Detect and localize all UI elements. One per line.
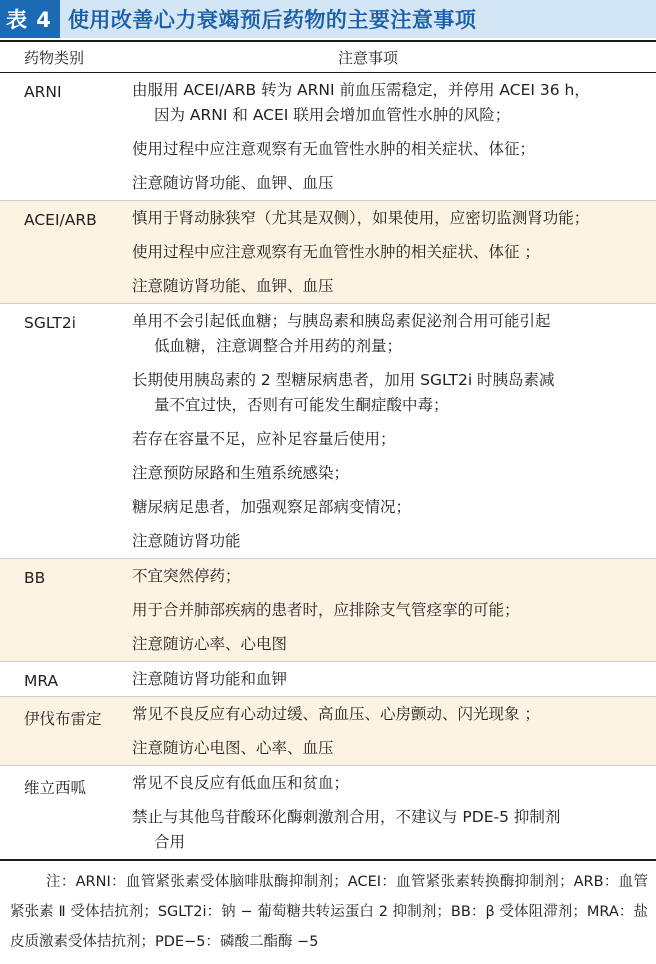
- precautions-cell: [120, 766, 656, 859]
- table-row: [0, 73, 656, 201]
- precaution-item: [120, 132, 644, 166]
- precaution-text: 禁止与其他鸟苷酸环化酶刺激剂合用，不建议与 PDE-5 抑制剂: [132, 808, 561, 826]
- precaution-item: [120, 166, 644, 200]
- precaution-item: [120, 800, 644, 859]
- table-number: 表 4: [0, 0, 60, 38]
- precaution-text: 慎用于肾动脉狭窄（尤其是双侧），如果使用，应密切监测肾功能；: [132, 209, 590, 227]
- precaution-text-continued: 低血糖，注意调整合并用药的剂量；: [154, 337, 403, 355]
- drug-class-cell: BB: [24, 569, 46, 587]
- table-header: [0, 40, 656, 73]
- drug-class-cell: SGLT2i: [24, 314, 76, 332]
- precaution-item: [120, 73, 644, 132]
- precaution-text: 注意随访肾功能、血钾、血压: [132, 277, 334, 295]
- precaution-text: 注意随访心率、心电图: [132, 635, 288, 653]
- precaution-text: 由服用 ACEI/ARB 转为 ARNI 前血压需稳定，并停用 ACEI 36 h，: [132, 81, 590, 99]
- table-row: [0, 766, 656, 860]
- precaution-item: [120, 524, 644, 558]
- precaution-item: [120, 235, 644, 269]
- precautions-cell: [120, 73, 656, 200]
- header-drug-class: 药物类别: [24, 48, 85, 67]
- precaution-item: [120, 593, 644, 627]
- precaution-text: 用于合并肺部疾病的患者时，应排除支气管痉挛的可能；: [132, 601, 520, 619]
- precaution-item: [120, 662, 644, 696]
- table-row: [0, 697, 656, 766]
- precautions-cell: [120, 304, 656, 558]
- precaution-item: [120, 697, 644, 731]
- precaution-item: [120, 559, 644, 593]
- precaution-item: [120, 422, 644, 456]
- precaution-text-continued: 量不宜过快，否则有可能发生酮症酸中毒；: [154, 396, 449, 414]
- precaution-text: 使用过程中应注意观察有无血管性水肿的相关症状、体征；: [132, 140, 536, 158]
- precaution-text: 不宜突然停药；: [132, 567, 241, 585]
- table-row: [0, 201, 656, 304]
- precaution-text: 使用过程中应注意观察有无血管性水肿的相关症状、体征 ；: [132, 243, 540, 261]
- table-footnote: [0, 859, 656, 957]
- footnote-text: 注：ARNI：血管紧张素受体脑啡肽酶抑制剂；ACEI：血管紧张素转换酶抑制剂；ARB：血管紧张素 Ⅱ 受体拮抗剂；SGLT2i：钠 − 葡萄糖共转运蛋白 2 抑制剂；BB：β 受体阻滞剂；MRA：盐皮质激素受体拮抗剂；PDE−5：磷酸二酯酶 −5: [10, 874, 648, 950]
- precaution-text-continued: 合用: [154, 833, 186, 851]
- drug-class-cell: ARNI: [24, 83, 62, 101]
- precaution-item: [120, 304, 644, 363]
- header-precautions: 注意事项: [337, 48, 398, 67]
- precaution-item: [120, 490, 644, 524]
- precaution-item: [120, 363, 644, 422]
- precaution-text: 常见不良反应有心动过缓、高血压、心房颤动、闪光现象 ；: [132, 705, 540, 723]
- drug-class-cell: MRA: [24, 672, 59, 690]
- precaution-text: 长期使用胰岛素的 2 型糖尿病患者，加用 SGLT2i 时胰岛素减: [132, 371, 555, 389]
- precaution-text: 注意随访肾功能: [132, 532, 241, 550]
- precaution-item: [120, 269, 644, 303]
- drug-class-cell: ACEI/ARB: [24, 211, 97, 229]
- precautions-cell: [120, 697, 656, 765]
- precaution-item: [120, 766, 644, 800]
- precaution-item: [120, 627, 644, 661]
- table-body: [0, 73, 656, 860]
- precaution-text: 常见不良反应有低血压和贫血；: [132, 774, 350, 792]
- drug-class-cell: 维立西呱: [24, 779, 87, 797]
- precaution-text-continued: 因为 ARNI 和 ACEI 联用会增加血管性水肿的风险；: [154, 106, 511, 124]
- precautions-cell: [120, 201, 656, 303]
- precautions-cell: [120, 662, 656, 696]
- precaution-item: [120, 456, 644, 490]
- precaution-text: 注意随访肾功能、血钾、血压: [132, 174, 334, 192]
- drug-class-cell: 伊伐布雷定: [24, 710, 102, 728]
- precautions-cell: [120, 559, 656, 661]
- precaution-item: [120, 731, 644, 765]
- precaution-text: 单用不会引起低血糖；与胰岛素和胰岛素促泌剂合用可能引起: [132, 312, 551, 330]
- precaution-text: 糖尿病足患者，加强观察足部病变情况；: [132, 498, 412, 516]
- table-title: 使用改善心力衰竭预后药物的主要注意事项: [67, 8, 477, 32]
- table-row: [0, 662, 656, 697]
- precaution-text: 注意随访肾功能和血钾: [132, 670, 288, 688]
- table-row: [0, 559, 656, 662]
- precaution-text: 注意随访心电图、心率、血压: [132, 739, 334, 757]
- precaution-text: 若存在容量不足，应补足容量后使用；: [132, 430, 396, 448]
- drug-precautions-table: [0, 40, 656, 860]
- precaution-item: [120, 201, 644, 235]
- table-row: [0, 304, 656, 559]
- table-title-bar: [0, 0, 656, 38]
- precaution-text: 注意预防尿路和生殖系统感染；: [132, 464, 350, 482]
